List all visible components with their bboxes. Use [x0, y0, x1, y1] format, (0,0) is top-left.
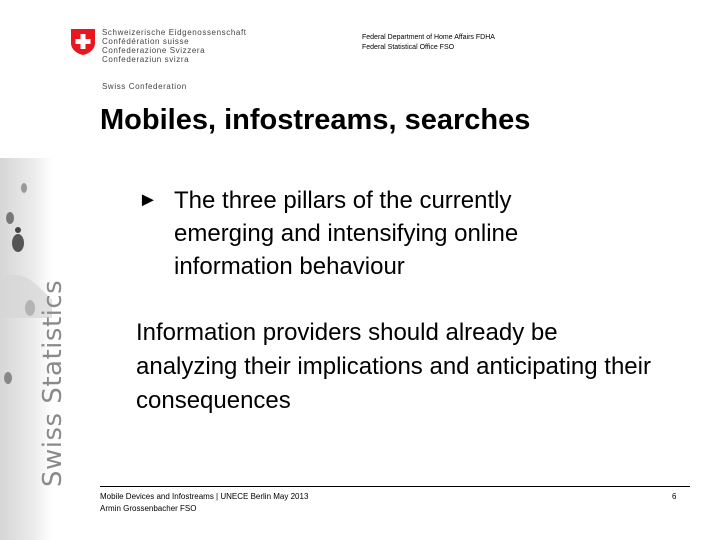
slide-title: Mobiles, infostreams, searches [100, 104, 531, 136]
confederation-line-de: Schweizerische Eidgenossenschaft [102, 28, 247, 37]
bullet-arrow-icon: ► [138, 189, 158, 211]
footer-event: Mobile Devices and Infostreams | UNECE Berlin May 2013 [100, 492, 309, 501]
footer-author: Armin Grossenbacher FSO [100, 504, 197, 513]
swiss-statistics-brand: Swiss Statistics [38, 279, 68, 487]
footer-info [100, 491, 308, 515]
swiss-cross-logo [70, 28, 96, 56]
confederation-line-it: Confederazione Svizzera [102, 46, 206, 55]
confederation-names [102, 28, 247, 64]
bullet-text: The three pillars of the currently emerging and intensifying online information behaviour [174, 187, 519, 280]
confederation-line-fr: Confédération suisse [102, 37, 190, 46]
footer-divider [100, 486, 690, 487]
confederation-line-en: Swiss Confederation [102, 82, 187, 91]
page-number: 6 [672, 492, 677, 501]
department-block [362, 33, 495, 53]
confederation-line-rm: Confederaziun svizra [102, 55, 190, 64]
department-name: Federal Department of Home Affairs FDHA [362, 34, 495, 41]
office-name: Federal Statistical Office FSO [362, 44, 455, 51]
body-paragraph: Information providers should already be analyzing their implications and anticipating their consequences [136, 319, 651, 414]
